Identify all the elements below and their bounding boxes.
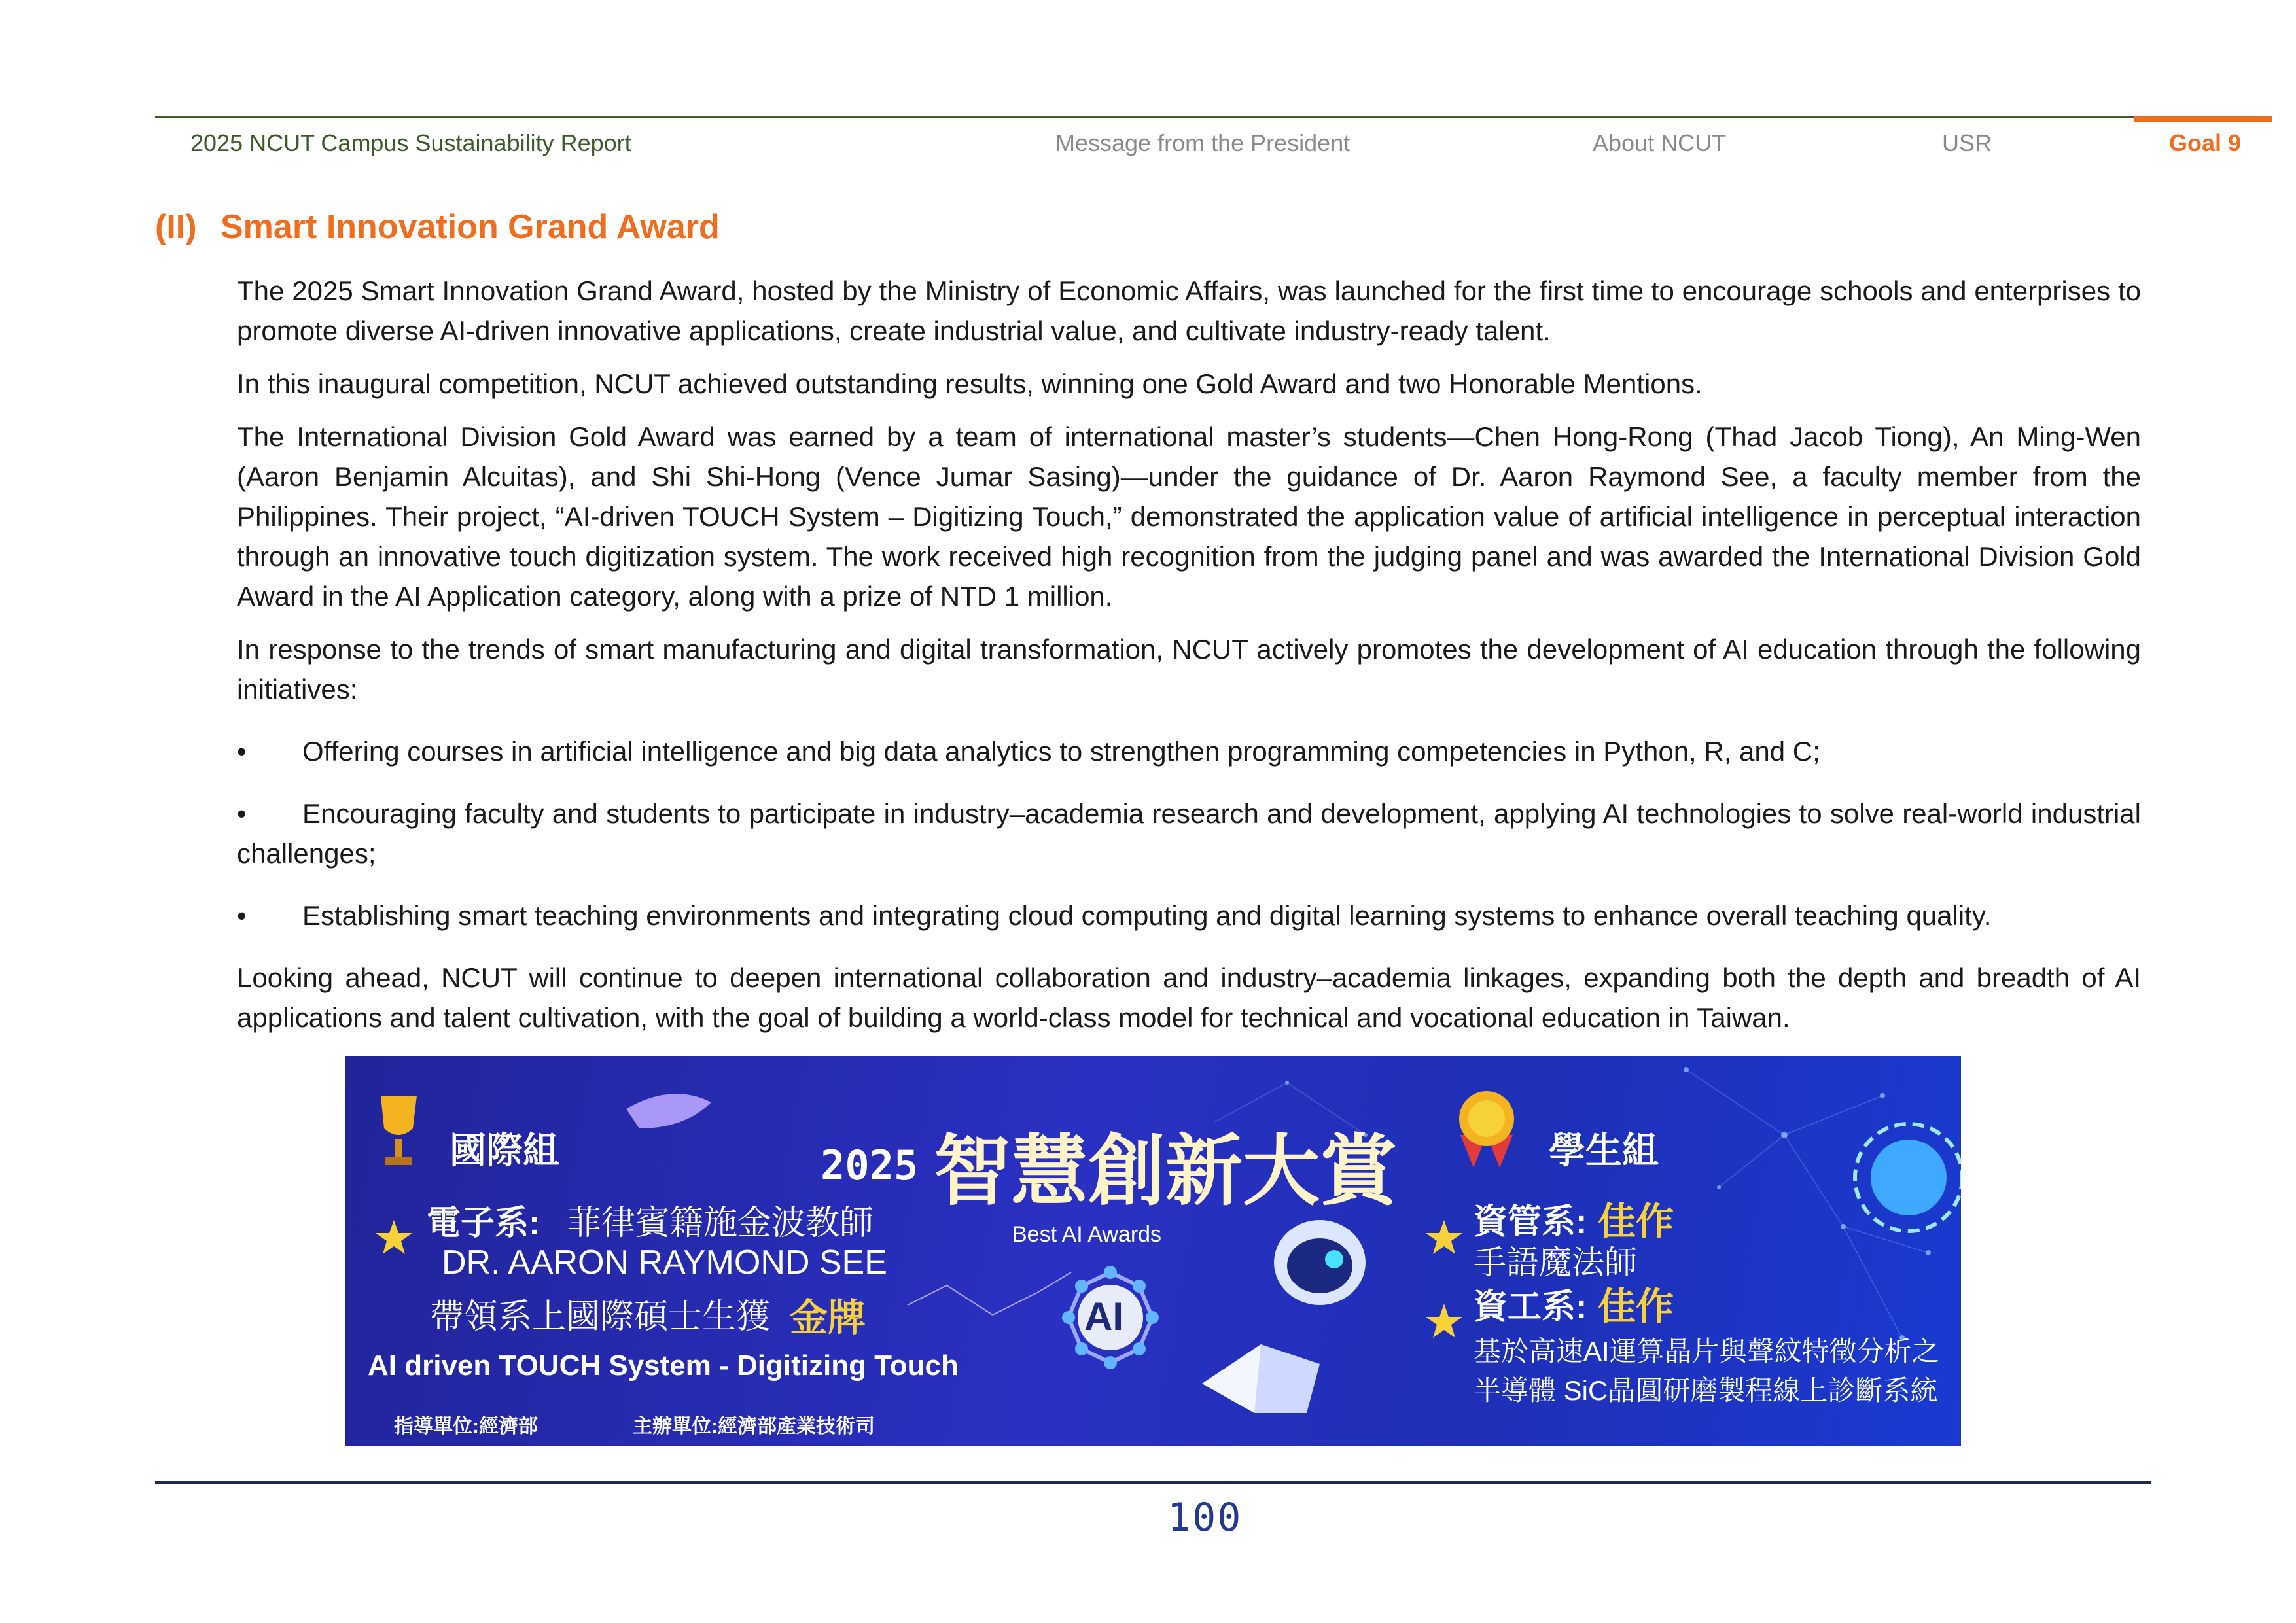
footer-rule [155, 1481, 2151, 1484]
list-item [237, 731, 2141, 771]
paragraph-gold-award: The International Division Gold Award was earned by a team of international master’s students—Chen Hong-Rong (Thad Jacob Tiong), An Ming-Wen (Aaron Benjamin Alcuitas), and Shi Shi-Hong (Vence Jumar Sasing)—under the guidance of Dr. Aaron Raymond See, a faculty member from the Philippines. Their project, “AI-driven TOUCH System – Digitizing Touch,” demonstrated the application value of artificial intelligence in perceptual interaction through an innovative touch digitization system. The work received high recognition from the judging panel and was awarded the International Division Gold Award in the AI Application category, along with a prize of NTD 1 million. [237, 421, 2141, 612]
nav-about-ncut[interactable]: About NCUT [1593, 130, 1727, 156]
banner-year: 2025 [821, 1142, 919, 1189]
paragraph-initiatives-intro: In response to the trends of smart manufacturing and digital transformation, NCUT actively promotes the development of AI education through the following initiatives: [237, 634, 2141, 705]
header-rule [155, 116, 2134, 118]
nav-usr[interactable]: USR [1942, 130, 1992, 156]
banner-best-ai-awards: Best AI Awards [1012, 1222, 1162, 1247]
section-number: (II) [155, 208, 197, 246]
banner-title: 智慧創新大賞 [934, 1128, 1398, 1215]
header-accent-bar [2134, 116, 2272, 122]
page-number: 100 [1167, 1495, 1243, 1541]
banner-intl-dept: 電子系: [427, 1204, 540, 1242]
bullet-mark: • [237, 900, 247, 931]
list-item-text: Establishing smart teaching environments and integrating cloud computing and digital learning systems to enhance overall teaching quality. [302, 900, 1992, 931]
banner-stu2-dept: 資工系: [1474, 1288, 1587, 1326]
banner-intl-medal: 金牌 [790, 1297, 866, 1339]
banner-intl-result: 帶領系上國際碩士生獲 [430, 1298, 771, 1336]
banner-guide-unit: 指導單位:經濟部 [394, 1416, 538, 1437]
banner-intl-teacher: 菲律賓籍施金波教師 [567, 1204, 874, 1242]
banner-intl-teacher-en: DR. AARON RAYMOND SEE [442, 1244, 887, 1282]
award-banner [345, 1056, 1961, 1446]
report-title[interactable]: 2025 NCUT Campus Sustainability Report [190, 130, 631, 156]
banner-stu2-project-line2: 半導體 SiC晶圓研磨製程線上診斷系統 [1474, 1375, 1938, 1406]
banner-host-unit: 主辦單位:經濟部產業技術司 [633, 1416, 875, 1437]
banner-stu1-project: 手語魔法師 [1474, 1244, 1637, 1281]
body-text [237, 271, 2141, 1051]
paragraph-intro: The 2025 Smart Innovation Grand Award, hosted by the Ministry of Economic Affairs, was launched for the first time to encourage schools and enterprises to promote diverse AI-driven innovative applications, create industrial value, and cultivate industry-ready talent. [237, 275, 2141, 346]
paragraph-results: In this inaugural competition, NCUT achieved outstanding results, winning one Gold Award and two Honorable Mentions. [237, 368, 1703, 399]
banner-ai-logo: AI [1084, 1295, 1123, 1338]
paragraph-outlook: Looking ahead, NCUT will continue to deepen international collaboration and industry–academia linkages, expanding both the depth and breadth of AI applications and talent cultivation, with the goal of building a world-class model for technical and vocational education in Taiwan. [237, 962, 2141, 1033]
nav-president-message[interactable]: Message from the President [1055, 130, 1351, 156]
initiatives-list [237, 731, 2141, 935]
list-item-text: Encouraging faculty and students to participate in industry–academia research and development, applying AI technologies to solve real-world industrial challenges; [237, 798, 2141, 869]
banner-student-division: 學生組 [1549, 1130, 1659, 1171]
bullet-mark: • [237, 736, 247, 767]
banner-intl-division: 國際組 [450, 1130, 559, 1171]
banner-stu2-award: 佳作 [1598, 1285, 1674, 1328]
banner-stu2-project-line1: 基於高速AI運算晶片與聲紋特徵分析之 [1474, 1336, 1939, 1367]
list-item [237, 896, 2141, 935]
banner-stu1-dept: 資管系: [1474, 1203, 1587, 1241]
bullet-mark: • [237, 798, 247, 829]
section-title: Smart Innovation Grand Award [221, 208, 720, 246]
banner-intl-project: AI driven TOUCH System - Digitizing Touch [368, 1350, 959, 1382]
banner-stu1-award: 佳作 [1598, 1200, 1674, 1243]
list-item [237, 794, 2141, 873]
nav-goal-9[interactable]: Goal 9 [2169, 130, 2242, 156]
list-item-text: Offering courses in artificial intelligence and big data analytics to strengthen programming competencies in Python, R, and C; [302, 736, 1820, 767]
